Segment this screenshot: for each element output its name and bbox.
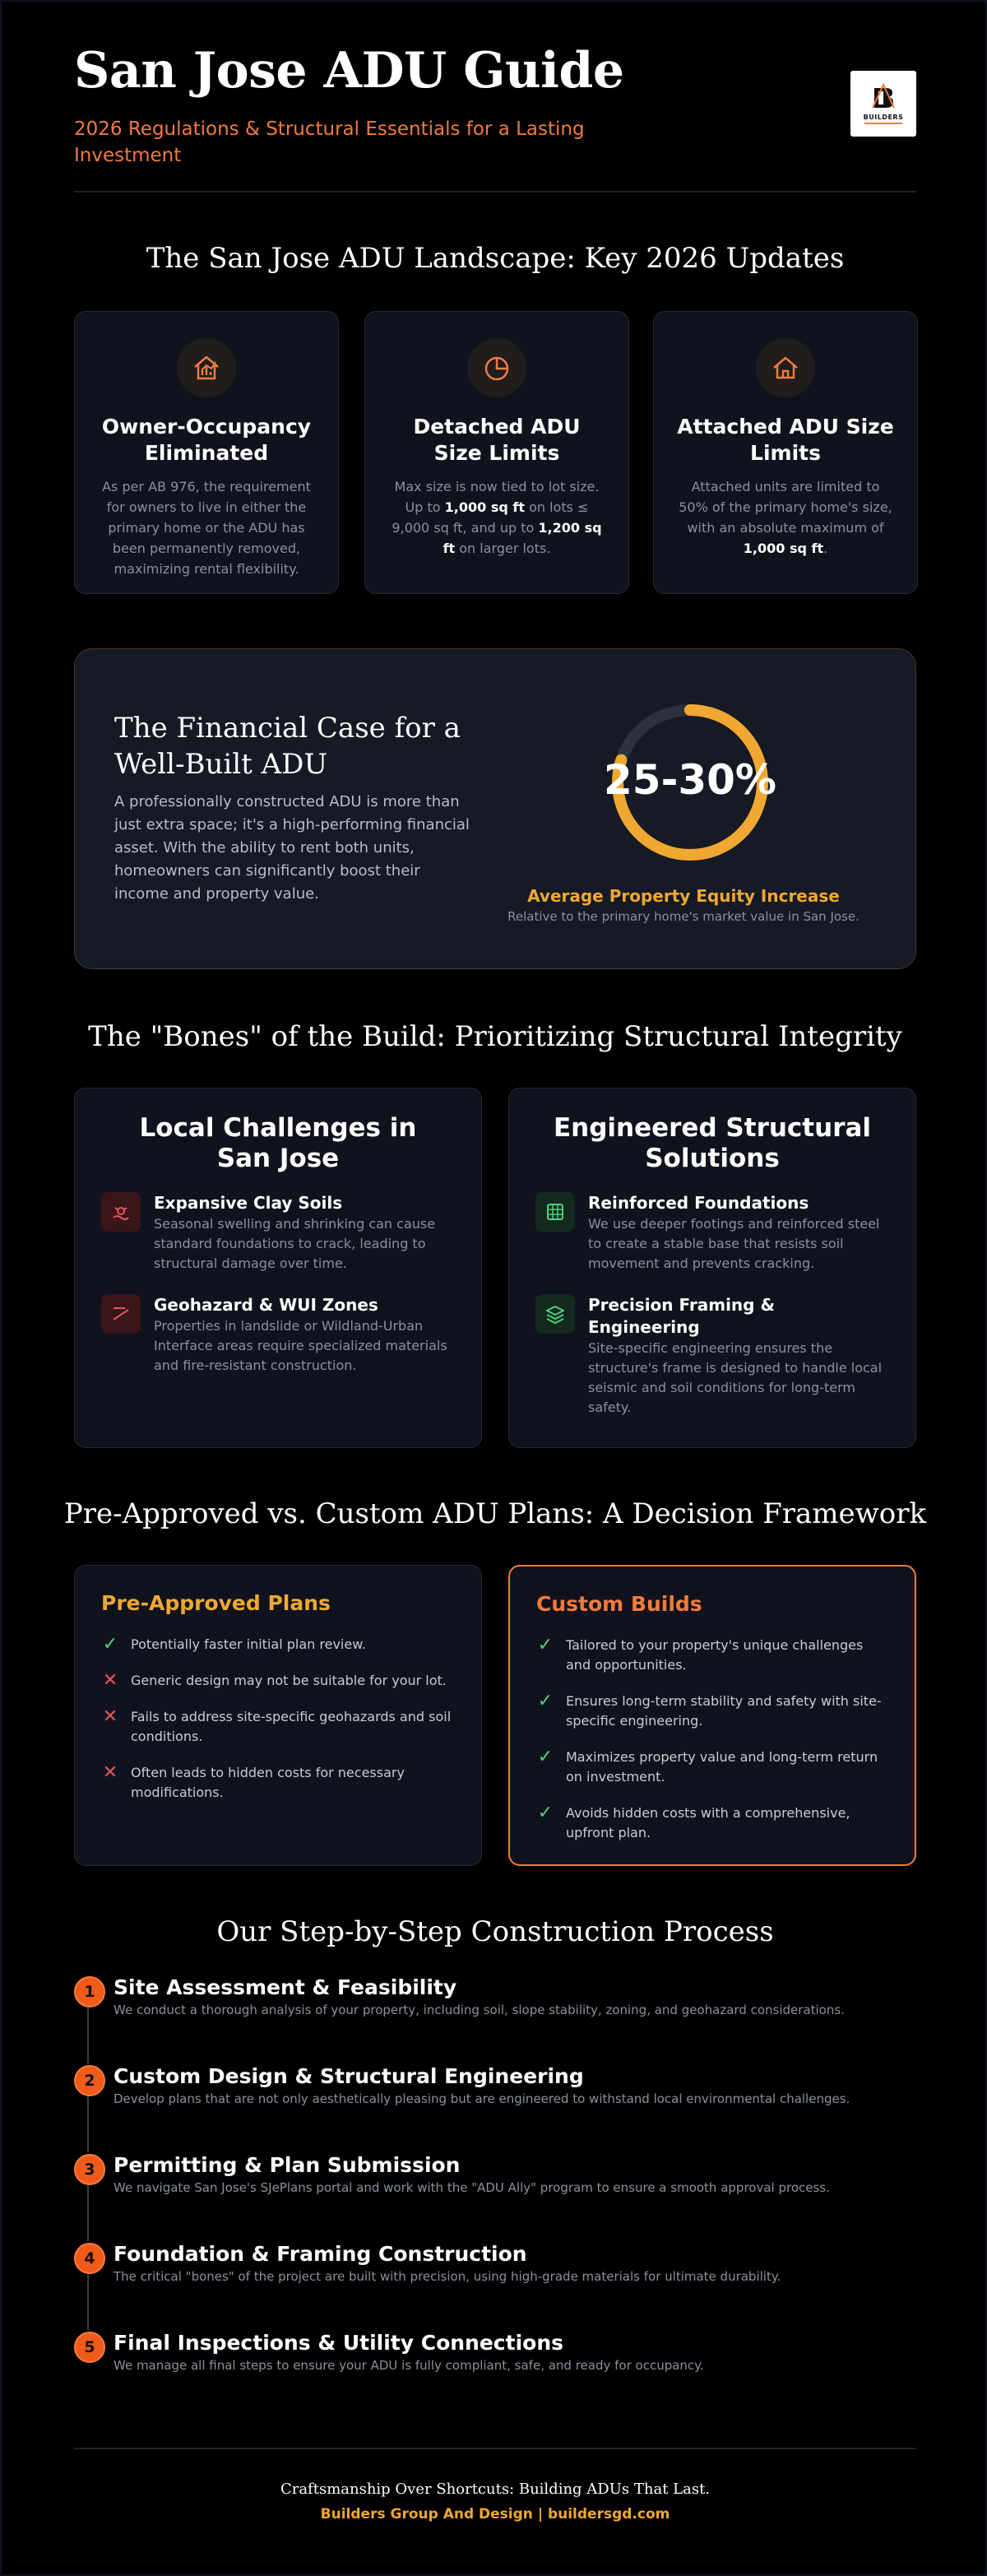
card-text: Max size is now tied to lot size. Up to 1,000 sq ft on lots ≤ 9,000 sq ft, and up to 1,200 sq ft on larger lots. [392,479,602,556]
process-timeline [74,1975,916,2419]
slope-hazard-icon [110,1303,132,1325]
pre-approved-list [101,1635,455,1803]
financial-title: The Financial Case for a Well-Built ADU [114,712,461,781]
footer [74,2448,916,2530]
challenge-title: Expansive Clay Soils [154,1193,343,1213]
equity-stat-caption: Relative to the primary home's market value in San Jose. [507,909,860,924]
challenge-title: Geohazard & WUI Zones [154,1295,378,1315]
cross-icon: ✕ [102,1706,118,1727]
check-icon: ✓ [537,1747,554,1767]
step-text: We manage all final steps to ensure your ADU is fully compliant, safe, and ready for occupancy. [114,2358,704,2373]
check-icon: ✓ [102,1634,118,1655]
step-number: 2 [74,2065,105,2096]
list-item: ✕ Generic design may not be suitable for your lot. [102,1670,447,1691]
process-step [74,1975,916,2019]
footer-brand-link[interactable]: Builders Group And Design | buildersgd.com [320,2506,670,2523]
step-title: Custom Design & Structural Engineering [114,2064,584,2088]
card-title: Pre-Approved Plans [101,1591,331,1615]
attached-adu-card [653,311,918,594]
pie-chart-icon [481,352,512,383]
process-section-title: Our Step-by-Step Construction Process [216,1915,774,1948]
logo-wordmark: BUILDERS [863,114,904,121]
process-step [74,2063,916,2108]
header [74,43,916,193]
step-number: 4 [74,2243,105,2274]
page-title: San Jose ADU Guide [74,42,624,100]
process-step [74,2241,916,2286]
list-item: ✓ Maximizes property value and long-term return on investment. [537,1747,878,1785]
card-text: As per AB 976, the requirement for owners to live in either the primary home or the ADU has been permanently removed, maximizing rental flexibility. [102,479,311,577]
financial-text: A professionally constructed ADU is more than just extra space; it's a high-performing financial asset. With the ability to rent both units, homeowners can significantly boost their income and property value. [114,793,470,903]
cross-icon: ✕ [102,1762,118,1783]
challenge-text: Seasonal swelling and shrinking can cause standard foundations to crack, leading to structural damage over time. [154,1216,436,1271]
footer-tagline: Craftsmanship Over Shortcuts: Building ADUs That Last. [280,2481,711,2498]
challenge-item [101,1192,456,1274]
check-icon: ✓ [537,1635,554,1655]
custom-builds-card [508,1565,916,1866]
step-text: Develop plans that are not only aesthetically pleasing but are engineered to withstand local environmental challenges. [114,2091,850,2106]
list-item: ✕ Fails to address site-specific geohazards and soil conditions. [102,1706,452,1744]
card-title: Owner-Occupancy Eliminated [101,415,312,465]
step-text: We conduct a thorough analysis of your property, including soil, slope stability, zoning, and geohazard considerations. [114,2003,845,2017]
detached-adu-card [364,311,629,594]
step-number: 3 [74,2154,105,2185]
step-text: The critical "bones" of the project are built with precision, using high-grade materials for ultimate durability. [114,2269,781,2284]
cross-icon: ✕ [102,1670,118,1691]
card-title: Local Challenges in San Jose [139,1113,417,1173]
icon-badge [467,338,526,397]
step-title: Final Inspections & Utility Connections [114,2331,563,2355]
list-item: ✕ Often leads to hidden costs for necessary modifications. [102,1762,405,1800]
step-title: Permitting & Plan Submission [114,2153,461,2177]
logo-mark-icon [869,83,897,111]
card-title: Attached ADU Size Limits [677,415,894,465]
solution-item [535,1294,891,1418]
step-text: We navigate San Jose's SJePlans portal and work with the "ADU Ally" program to ensure a smooth approval process. [114,2180,830,2195]
solution-title: Precision Framing & Engineering [588,1295,775,1337]
layers-icon [544,1303,566,1325]
challenge-item [101,1294,456,1376]
landscape-section-title: The San Jose ADU Landscape: Key 2026 Updates [146,242,845,275]
local-challenges-card [74,1088,482,1448]
icon-badge [756,338,815,397]
challenge-text: Properties in landslide or Wildland-Urban Interface areas require specialized materials and fire-resistant construction. [154,1318,447,1373]
icon-badge [101,1294,141,1334]
custom-builds-list [536,1636,888,1843]
list-item: ✓ Avoids hidden costs with a comprehensive, upfront plan. [537,1803,850,1840]
card-title: Custom Builds [536,1592,702,1616]
step-number: 5 [74,2332,105,2363]
step-number: 1 [74,1976,105,2007]
logo-underline [864,123,902,124]
solution-item [535,1192,891,1274]
list-item: ✓ Potentially faster initial plan review. [102,1634,366,1655]
company-logo [850,71,916,137]
list-item: ✓ Tailored to your property's unique challenges and opportunities. [537,1635,864,1673]
icon-badge [101,1192,141,1232]
page-subtitle: 2026 Regulations & Structural Essentials for a Lasting Investment [74,118,585,166]
check-icon: ✓ [537,1803,554,1823]
bones-section-title: The "Bones" of the Build: Prioritizing Structural Integrity [88,1020,902,1053]
plans-section-title: Pre-Approved vs. Custom ADU Plans: A Decision Framework [63,1497,927,1530]
process-step [74,2152,916,2197]
soil-warning-icon [110,1201,132,1223]
icon-badge [177,338,236,397]
card-title: Engineered Structural Solutions [553,1113,872,1173]
icon-badge [535,1294,575,1334]
card-title: Detached ADU Size Limits [413,415,581,465]
owner-occupancy-card [74,311,339,594]
card-text: Attached units are limited to 50% of the primary home's size, with an absolute maximum of 1,000 sq ft. [679,479,892,556]
foundation-grid-icon [544,1201,566,1223]
financial-case-panel [74,648,916,969]
step-title: Site Assessment & Feasibility [114,1975,457,1999]
equity-stat-value: 25-30% [603,756,776,804]
check-icon: ✓ [537,1691,554,1711]
step-title: Foundation & Framing Construction [114,2242,527,2266]
solution-text: We use deeper footings and reinforced steel to create a stable base that resists soil movement and prevents cracking. [588,1216,880,1271]
equity-stat-label: Average Property Equity Increase [527,886,840,906]
process-step [74,2330,916,2374]
pre-approved-plans-card [74,1565,482,1866]
house-chart-icon [191,352,222,383]
structural-solutions-card [508,1088,916,1448]
solution-title: Reinforced Foundations [588,1193,809,1213]
home-icon [770,352,801,383]
icon-badge [535,1192,575,1232]
list-item: ✓ Ensures long-term stability and safety with site-specific engineering. [537,1691,882,1729]
solution-text: Site-specific engineering ensures the structure's frame is designed to handle local seismic and soil conditions for long-term safety. [588,1340,883,1415]
